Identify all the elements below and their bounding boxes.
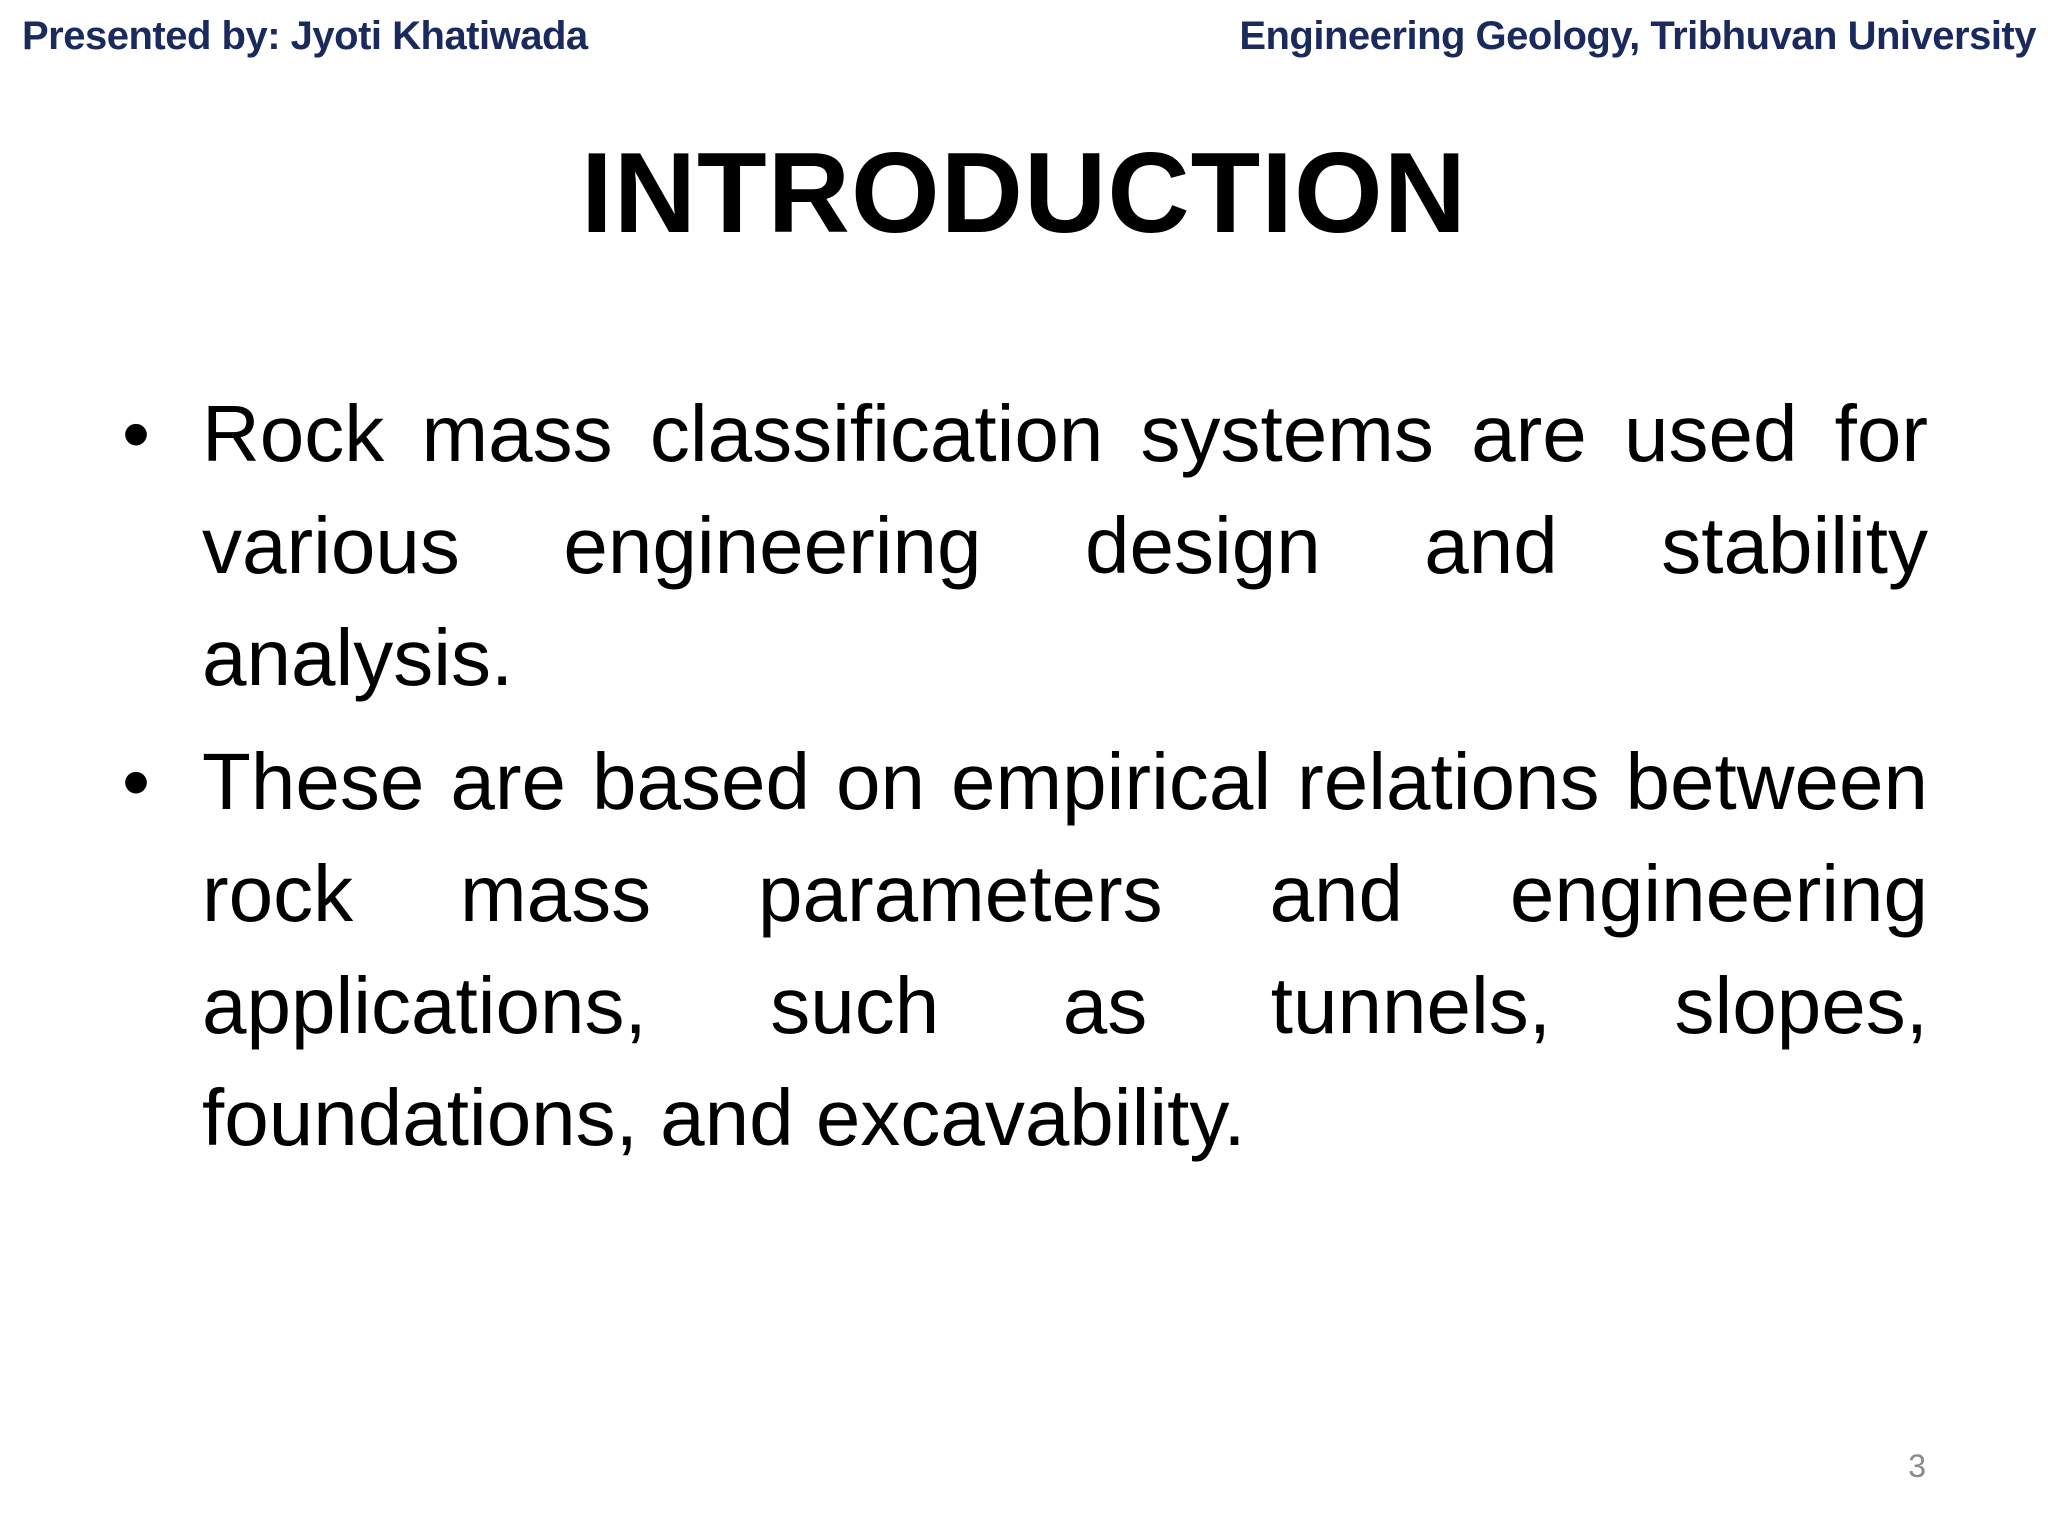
bullet-text: Rock mass classification systems are used for various engineering design and stability analysis.	[202, 389, 1928, 702]
bullet-list	[118, 378, 1928, 1174]
bullet-item	[118, 378, 1928, 714]
page-number: 3	[1908, 1448, 1926, 1484]
bullet-text: These are based on empirical relations between rock mass parameters and engineering applications, such as tunnels, slopes, foundations, and excavability.	[202, 737, 1928, 1162]
bullet-icon: •	[122, 389, 151, 478]
slide-title: INTRODUCTION	[581, 130, 1467, 257]
course-header: Engineering Geology, Tribhuvan University	[1239, 14, 2036, 58]
bullet-item	[118, 726, 1928, 1174]
presenter-header: Presented by: Jyoti Khatiwada	[22, 14, 588, 58]
bullet-icon: •	[122, 737, 151, 826]
slide-body	[118, 378, 1928, 1186]
